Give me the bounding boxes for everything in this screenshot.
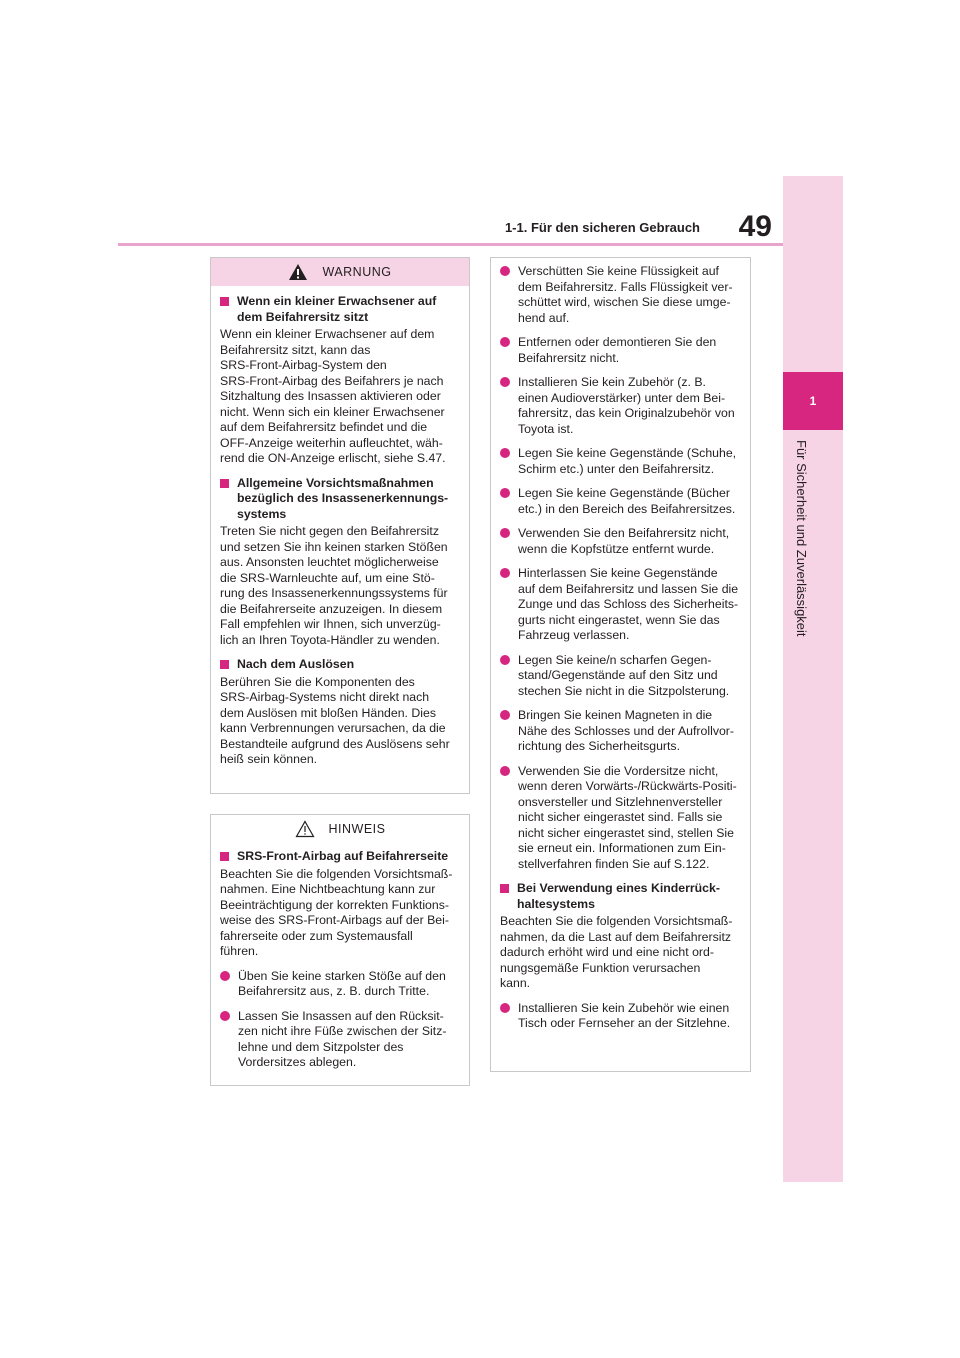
warning-box (210, 257, 470, 794)
list-item: Installieren Sie kein Zubehör (z. B. einen Audioverstärker) unter dem Bei- fahrersitz, das kein Originalzubehör von Toyota ist. (500, 375, 741, 437)
list-item: Üben Sie keine starken Stöße auf den Beifahrersitz aus, z. B. durch Tritte. (220, 969, 460, 1000)
list-item: Legen Sie keine Gegenstände (Bücher etc.) in den Bereich des Beifahrersitzes. (500, 486, 741, 517)
bullet-dot-icon (500, 766, 510, 776)
bullet-dot-icon (500, 568, 510, 578)
list-item: Verwenden Sie die Vordersitze nicht, wenn deren Vorwärts-/Rückwärts-Positi- onsversteller und Sitzlehnenversteller nicht sicher eingerastet sind. Falls sie nicht sicher eingerastet sind, stellen Sie sie erneut ein. Informationen zum Ein- stellverfahren finden Sie auf S.122. (500, 764, 741, 873)
list-item: Legen Sie keine/n scharfen Gegen- stand/Gegenstände auf den Sitz und stechen Sie nicht in die Sitzpolsterung. (500, 653, 741, 700)
warning-heading: Nach dem Auslösen (220, 657, 460, 673)
list-item: Verwenden Sie den Beifahrersitz nicht, wenn die Kopfstütze entfernt wurde. (500, 526, 741, 557)
note-title: HINWEIS (328, 822, 386, 836)
square-bullet-icon (220, 660, 229, 669)
caution-triangle-outline-icon (295, 820, 315, 838)
list-item: Legen Sie keine Gegenstände (Schuhe, Schirm etc.) unter den Beifahrersitz. (500, 446, 741, 477)
bullet-dot-icon (500, 1003, 510, 1013)
note-heading: SRS-Front-Airbag auf Beifahrerseite (220, 849, 460, 865)
chapter-tab[interactable]: 1 (783, 372, 843, 430)
warning-text: Treten Sie nicht gegen den Beifahrersitz und setzen Sie ihn keinen starken Stößen aus. Ansonsten leuchtet möglicherweise die SRS-Warnleuchte auf, um eine Stö- rung des Insassenerkennungssystems für die Beifahrerseite anzuzeigen. In diesem Fall empfehlen wir Ihnen, sich unverzüg- lich an Ihren Toyota-Händler zu wenden. (220, 524, 448, 647)
section-title: 1-1. Für den sicheren Gebrauch (504, 220, 700, 235)
list-item: Bringen Sie keinen Magneten in die Nähe des Schlosses und der Aufrollvor- richtung des Sicherheitsgurts. (500, 708, 741, 755)
square-bullet-icon (500, 884, 509, 893)
list-item: Verschütten Sie keine Flüssigkeit auf dem Beifahrersitz. Falls Flüssigkeit ver- schüttet wird, wischen Sie diese umge- hend auf. (500, 264, 741, 326)
chapter-title: Für Sicherheit und Zuverlässigkeit (794, 440, 809, 637)
bullet-dot-icon (500, 377, 510, 387)
list-item: Lassen Sie Insassen auf den Rücksit- zen nicht ihre Füße zwischen der Sitz- lehne und dem Sitzpolster des Vordersitzes ablegen. (220, 1009, 460, 1071)
bullet-dot-icon (500, 488, 510, 498)
note-text: Beachten Sie die folgenden Vorsichtsmaß- nahmen. Eine Nichtbeachtung kann zur Beeinträchtigung der korrekten Funktions- weise des SRS-Front-Airbags auf der Bei- fahrerseite oder zum Systemausfall führen. (220, 866, 453, 958)
bullet-dot-icon (220, 971, 230, 981)
bullet-dot-icon (500, 710, 510, 720)
square-bullet-icon (220, 852, 229, 861)
list-item: Hinterlassen Sie keine Gegenstände auf dem Beifahrersitz und lassen Sie die Zunge und das Schloss des Sicherheits- gurts nicht eingerastet, wenn Sie das Fahrzeug verlassen. (500, 566, 741, 644)
list-item: Entfernen oder demontieren Sie den Beifahrersitz nicht. (500, 335, 741, 366)
bullet-dot-icon (500, 528, 510, 538)
note-header (211, 815, 469, 843)
list-item: Installieren Sie kein Zubehör wie einen Tisch oder Fernseher an der Sitzlehne. (500, 1001, 741, 1032)
header-rule (118, 243, 783, 246)
note-continuation-box (490, 257, 751, 1072)
warning-text: Berühren Sie die Komponenten des SRS-Airbag-Systems nicht direkt nach dem Auslösen mit bloßen Händen. Dies kann Verbrennungen verursachen, da die Bestandteile aufgrund des Auslösens sehr heiß sein können. (220, 674, 450, 766)
warning-title: WARNUNG (322, 265, 392, 279)
warning-heading: Wenn ein kleiner Erwachsener auf dem Beifahrersitz sitzt (220, 294, 460, 325)
page-number: 49 (738, 210, 772, 243)
bullet-dot-icon (220, 1011, 230, 1021)
square-bullet-icon (220, 479, 229, 488)
child-restraint-heading: Bei Verwendung eines Kinderrück- haltesystems (500, 881, 741, 912)
square-bullet-icon (220, 297, 229, 306)
warning-header (211, 258, 469, 286)
warning-triangle-icon (288, 263, 308, 281)
bullet-dot-icon (500, 266, 510, 276)
bullet-dot-icon (500, 655, 510, 665)
warning-heading: Allgemeine Vorsichtsmaßnahmen bezüglich des Insassenerkennungs- systems (220, 476, 460, 523)
bullet-dot-icon (500, 337, 510, 347)
child-restraint-text: Beachten Sie die folgenden Vorsichtsmaß- nahmen, da die Last auf dem Beifahrersitz dadurch erhöht wird und eine nicht ord- nungsgemäße Funktion verursachen kann. (500, 914, 733, 990)
bullet-dot-icon (500, 448, 510, 458)
note-box (210, 814, 470, 1086)
warning-text: Wenn ein kleiner Erwachsener auf dem Beifahrersitz sitzt, kann das SRS-Front-Airbag-System den SRS-Front-Airbag des Beifahrers je nach Sitzhaltung des Insassen aktivieren oder nicht. Wenn sich ein kleiner Erwachsener auf dem Beifahrersitz befindet und die OFF-Anzeige weiterhin aufleuchtet, wäh- rend die ON-Anzeige erlischt, siehe S.47. (220, 327, 446, 465)
